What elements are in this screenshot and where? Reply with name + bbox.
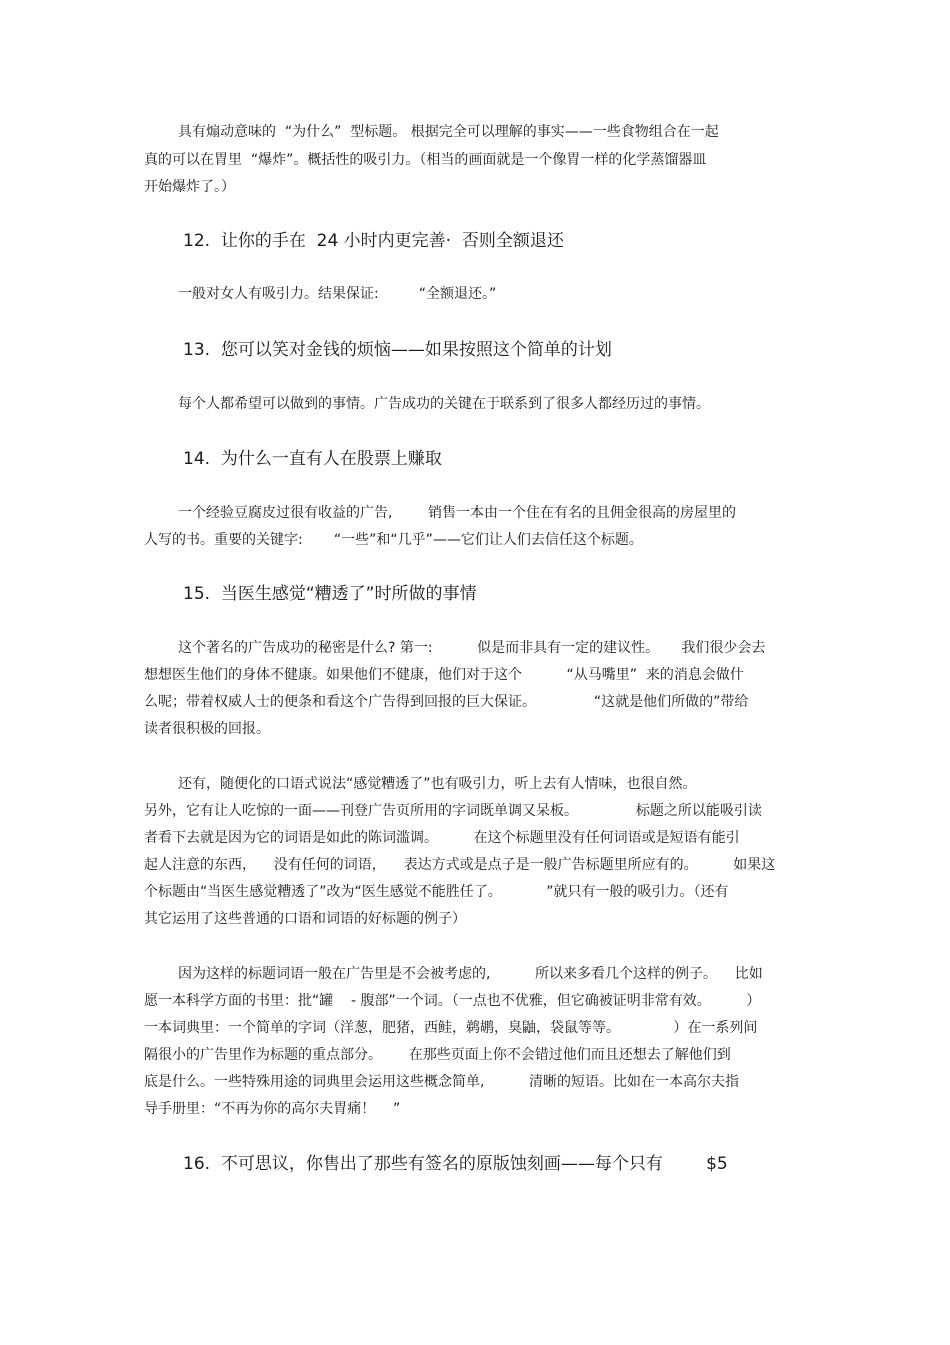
section-15-p3-line-1: 因为这样的标题词语一般在广告里是不会被考虑的, 所以来多看几个这样的例子。 比如	[178, 966, 763, 982]
section-15-p3-line-4: 隔很小的广告里作为标题的重点部分。 在那些页面上你不会错过他们而且还想去了解他们到	[144, 1047, 731, 1063]
section-12-heading: 12. 让你的手在 24 小时内更完善· 否则全额退还	[183, 231, 564, 251]
section-15-p2-line-3: 者看下去就是因为它的词语是如此的陈词滥调。 在这个标题里没有任何词语或是短语有能引	[144, 830, 740, 846]
section-15-p2-line-4: 起人注意的东西， 没有任何的词语， 表达方式或是点子是一般广告标题里所应有的。 如果这	[144, 857, 776, 873]
section-15-p2-line-6: 其它运用了这些普通的口语和词语的好标题的例子）	[144, 911, 466, 927]
section-13-line-1: 每个人都希望可以做到的事情。广告成功的关键在于联系到了很多人都经历过的事情。	[178, 396, 710, 412]
section-15-p1-line-1: 这个著名的广告成功的秘密是什么? 第一: 似是而非具有一定的建议性。 我们很少会去	[178, 640, 766, 656]
section-15-p1-line-2: 想想医生他们的身体不健康。如果他们不健康，他们对于这个 “从马嘴里” 来的消息会做什	[144, 667, 744, 683]
section-15-p1-line-3: 么呢；带着权威人士的便条和看这个广告得到回报的巨大保证。 “这就是他们所做的”带给	[144, 694, 749, 710]
intro-line-1: 具有煽动意味的 “为什么” 型标题。 根据完全可以理解的事实——一些食物组合在一起	[178, 124, 719, 140]
section-15-p3-line-5: 底是什么。一些特殊用途的词典里会运用这些概念简单, 清晰的短语。比如在一本高尔夫指	[144, 1074, 739, 1090]
section-13-heading: 13. 您可以笑对金钱的烦恼——如果按照这个简单的计划	[183, 340, 612, 360]
section-15-p2-line-1: 还有，随便化的口语式说法“感觉糟透了”也有吸引力，听上去有人情味，也很自然。	[178, 776, 697, 792]
section-14-heading: 14. 为什么一直有人在股票上赚取	[183, 449, 442, 469]
section-12-line-1: 一般对女人有吸引力。结果保证: “全额退还。”	[178, 286, 497, 302]
intro-line-2: 真的可以在胃里 “爆炸”。概括性的吸引力。（相当的画面就是一个像胃一样的化学蒸馏器皿	[144, 152, 707, 168]
section-15-p3-line-3: 一本词典里：一个简单的字词（洋葱，肥猪，西鲑，鹈鹕，臭鼬，袋鼠等等。 ）在一系列间	[144, 1020, 758, 1036]
section-15-p2-line-2: 另外，它有让人吃惊的一面——刊登广告页所用的字词既单调又呆板。 标题之所以能吸引读	[144, 803, 762, 819]
section-15-p1-line-4: 读者很积极的回报。	[144, 721, 270, 737]
section-14-line-1: 一个经验豆腐皮过很有收益的广告, 销售一本由一个住在有名的且佣金很高的房屋里的	[178, 505, 737, 521]
section-15-p3-line-6: 导手册里：“不再为你的高尔夫胃痛！ ”	[144, 1101, 401, 1117]
section-15-heading: 15. 当医生感觉“糟透了”时所做的事情	[183, 584, 477, 604]
intro-line-3: 开始爆炸了。）	[144, 179, 235, 195]
section-15-p2-line-5: 个标题由“当医生感觉糟透了”改为“医生感觉不能胜任了。 ”就只有一般的吸引力。（还有	[144, 884, 729, 900]
section-15-p3-line-2: 愿一本科学方面的书里：批“罐 - 腹部”一个词。（一点也不优雅，但它确被证明非常有效。 ）	[144, 993, 761, 1009]
section-14-line-2: 人写的书。重要的关键字: “一些”和“几乎”——它们让人们去信任这个标题。	[144, 532, 643, 548]
section-16-heading: 16. 不可思议，你售出了那些有签名的原版蚀刻画——每个只有 $5	[183, 1154, 728, 1174]
